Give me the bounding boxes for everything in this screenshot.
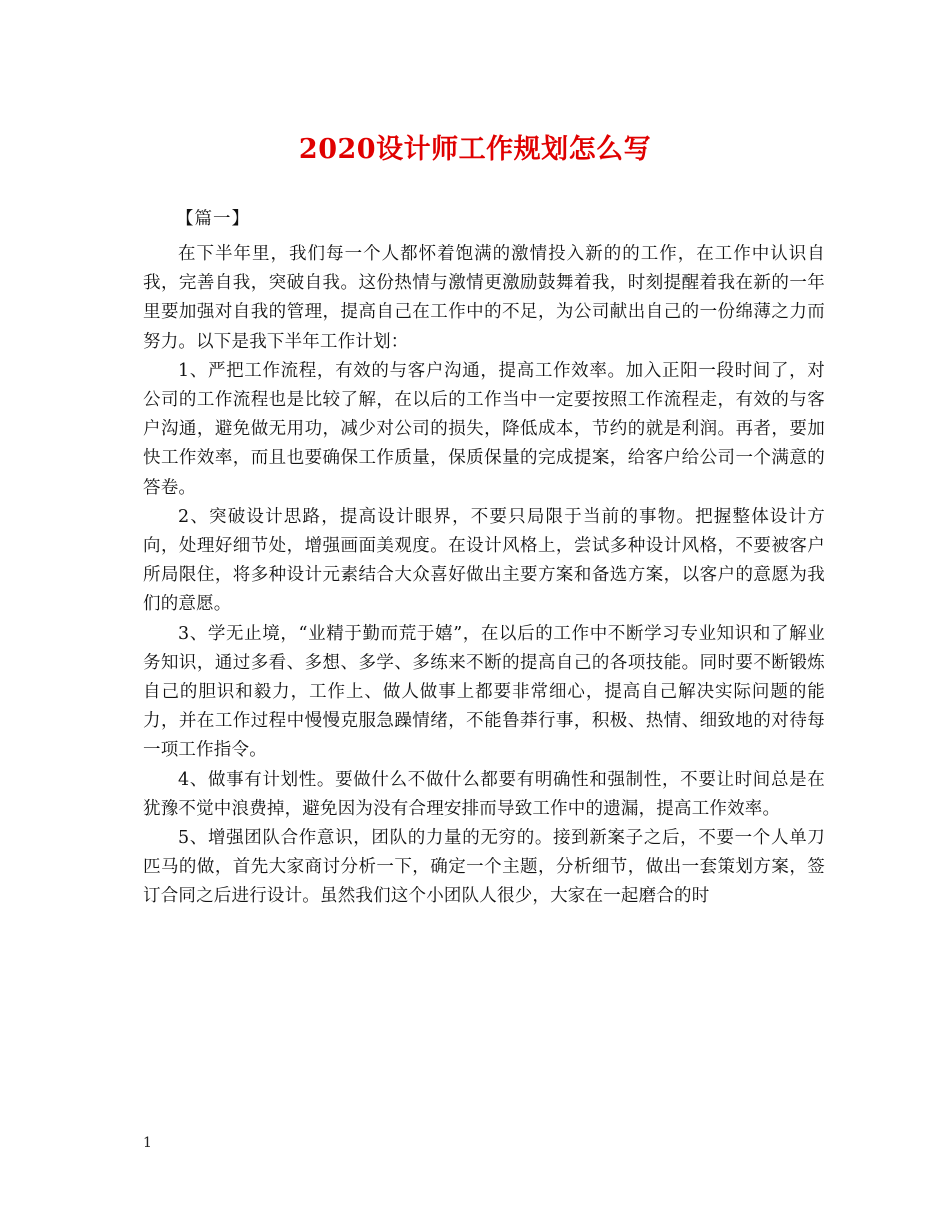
section-label: 【篇一】 xyxy=(176,209,250,229)
page-number: 1 xyxy=(143,1135,152,1151)
paragraph-item-4: 4、做事有计划性。要做什么不做什么都要有明确性和强制性，不要让时间总是在犹豫不觉中浪费掉，避免因为没有合理安排而导致工作中的遗漏，提高工作效率。 xyxy=(143,769,825,819)
paragraph-intro: 在下半年里，我们每一个人都怀着饱满的激情投入新的的工作，在工作中认识自我，完善自我，突破自我。这份热情与激情更激励鼓舞着我，时刻提醒着我在新的一年里要加强对自我的管理，提高自己在工作中的不足，为公司献出自己的一份绵薄之力而努力。以下是我下半年工作计划： xyxy=(143,244,825,352)
paragraph-item-1: 1、严把工作流程，有效的与客户沟通，提高工作效率。加入正阳一段时间了，对公司的工作流程也是比较了解，在以后的工作当中一定要按照工作流程走，有效的与客户沟通，避免做无用功，减少对公司的损失，降低成本，节约的就是利润。再者，要加快工作效率，而且也要确保工作质量，保质保量的完成提案，给客户给公司一个满意的答卷。 xyxy=(143,360,825,498)
paragraph-item-5: 5、增强团队合作意识，团队的力量的无穷的。接到新案子之后，不要一个人单刀匹马的做，首先大家商讨分析一下，确定一个主题，分析细节，做出一套策划方案，签订合同之后进行设计。虽然我们这个小团队人很少，大家在一起磨合的时 xyxy=(143,828,825,907)
paragraph-item-3: 3、学无止境，“业精于勤而荒于嬉”，在以后的工作中不断学习专业知识和了解业务知识，通过多看、多想、多学、多练来不断的提高自己的各项技能。同时要不断锻炼自己的胆识和毅力，工作上、做人做事上都要非常细心，提高自己解决实际问题的能力，并在工作过程中慢慢克服急躁情绪，不能鲁莽行事，积极、热情、细致地的对待每一项工作指令。 xyxy=(143,623,825,761)
document-title: 2020设计师工作规划怎么写 xyxy=(298,134,652,165)
paragraph-item-2: 2、突破设计思路，提高设计眼界，不要只局限于当前的事物。把握整体设计方向，处理好细节处，增强画面美观度。在设计风格上，尝试多种设计风格，不要被客户所局限住，将多种设计元素结合大众喜好做出主要方案和备选方案，以客户的意愿为我们的意愿。 xyxy=(143,506,825,615)
document-body xyxy=(143,240,825,912)
